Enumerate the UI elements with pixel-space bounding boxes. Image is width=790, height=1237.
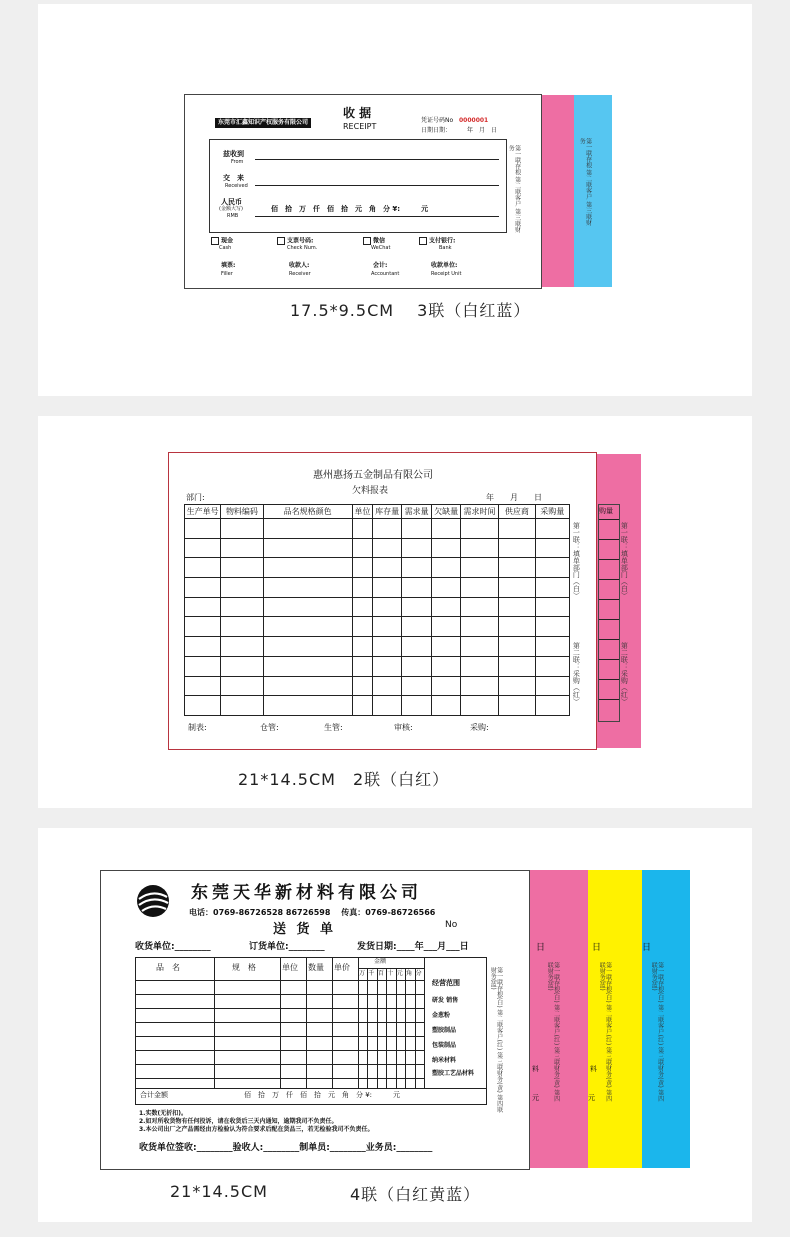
- pink-side-note-1: 第一联：填单部门（白）: [620, 522, 629, 599]
- pay-cash: 现金: [211, 237, 233, 245]
- signer-receiver: 收款人:: [289, 262, 310, 269]
- col-price: 单价: [334, 963, 350, 972]
- shortage-table-cell[interactable]: [221, 538, 263, 558]
- blue-tab-day: 日: [642, 943, 652, 953]
- shortage-panel: [38, 416, 752, 808]
- checkbox-check[interactable]: [277, 237, 285, 245]
- checkbox-wechat[interactable]: [363, 237, 371, 245]
- note-2: 2.如对所收货物有任何投诉，请在收货后三天内通知，逾期我司不负责任。: [139, 1118, 338, 1125]
- note-3: 3.本公司出厂之产品需经由方检验认为符合要求后配在货品三，若无检验我司不负责任。: [139, 1126, 374, 1133]
- amount-digit-label: 分: [415, 970, 422, 977]
- total-units: 佰 拾 万 仟 佰 拾 元 角 分 ¥: 元: [244, 1091, 401, 1099]
- shortage-table-cell[interactable]: [401, 597, 431, 617]
- shortage-table-cell[interactable]: [535, 676, 569, 696]
- delivery-side-note: 第一联存根(白) 第二联客户(红) 第三联财务(黄) 第四联财务(蓝): [489, 967, 503, 1113]
- delivery-col-line: [358, 958, 359, 1088]
- shortage-table-cell[interactable]: [373, 597, 402, 617]
- shortage-table-cell[interactable]: [460, 696, 498, 716]
- delivery-yellow-copy: [586, 870, 642, 1168]
- shortage-table-cell[interactable]: [373, 676, 402, 696]
- pay-wechat: 微信: [363, 237, 385, 245]
- pink-grid-line: [599, 539, 619, 540]
- received-label-en: Received: [225, 183, 248, 189]
- shortage-table-cell[interactable]: [535, 558, 569, 578]
- shortage-table-cell[interactable]: [263, 538, 352, 558]
- amount-digit-label: 千: [368, 970, 375, 977]
- shortage-table-row: [185, 558, 570, 578]
- signer-unit-en: Receipt Unit: [431, 271, 462, 277]
- shortage-signer-maker: 制表:: [188, 723, 207, 732]
- delivery-no-label: No: [445, 920, 458, 930]
- delivery-row-line: [136, 1008, 424, 1009]
- shortage-date: 年 月 日: [486, 493, 542, 502]
- blue-tab-note: 第一联存根(白) 第二联客户(红) 第三联财务(黄) 第四联财务(蓝): [650, 962, 664, 1102]
- shortage-table-cell[interactable]: [460, 656, 498, 676]
- pay-check-en: Check Num.: [287, 245, 318, 251]
- shortage-table-cell[interactable]: [432, 578, 461, 598]
- delivery-col-line: [280, 958, 281, 1088]
- col-name: 品 名: [156, 963, 180, 972]
- scope-item-1: 研发 销售: [432, 997, 459, 1004]
- rmb-label: 人民币: [221, 198, 242, 206]
- shortage-table-cell[interactable]: [401, 617, 431, 637]
- amount-line: [255, 216, 499, 217]
- receipt-title-en: RECEIPT: [343, 122, 377, 131]
- col-material: 物料编码: [221, 505, 263, 519]
- delivery-row-line: [136, 1022, 424, 1023]
- shortage-table-cell[interactable]: [263, 578, 352, 598]
- signer-accountant: 会计:: [373, 262, 388, 269]
- yellow-tab-note: 第一联存根(白) 第二联客户(红) 第三联财务(黄) 第四联财务(蓝): [598, 962, 612, 1102]
- shortage-table-cell[interactable]: [263, 696, 352, 716]
- shortage-table-cell[interactable]: [499, 538, 535, 558]
- receipt-inner-box: [209, 139, 507, 233]
- delivery-orderer: 订货单位:________: [249, 942, 325, 952]
- pink-grid-line: [599, 579, 619, 580]
- shortage-table-cell[interactable]: [535, 617, 569, 637]
- from-label: 兹收到: [223, 150, 244, 158]
- delivery-row-line: [136, 980, 424, 981]
- amount-digit-line: [396, 968, 397, 1088]
- shortage-table-cell[interactable]: [401, 676, 431, 696]
- shortage-table-cell[interactable]: [460, 558, 498, 578]
- pink-side-note-2: 第二联：采购（红）: [620, 642, 629, 705]
- signer-filler-en: Filler: [221, 271, 233, 277]
- shortage-table-cell[interactable]: [499, 656, 535, 676]
- shortage-table-cell[interactable]: [352, 519, 373, 539]
- pink-tab-yuan: 元: [532, 1094, 539, 1102]
- delivery-col-line: [424, 958, 425, 1088]
- amount-digit-line: [415, 968, 416, 1088]
- shortage-table-cell[interactable]: [373, 558, 402, 578]
- pink-grid-line: [599, 599, 619, 600]
- pay-cash-en: Cash: [219, 245, 232, 251]
- shortage-title: 欠料报表: [352, 486, 389, 496]
- signer-receiver-en: Receiver: [289, 271, 311, 277]
- shortage-table-cell[interactable]: [221, 597, 263, 617]
- yellow-tab-yuan: 元: [588, 1094, 595, 1102]
- scope-item-3: 塑胶制品: [432, 1027, 457, 1034]
- shortage-side-note-2: 第二联：采购（红）: [572, 642, 581, 705]
- shortage-table-cell[interactable]: [432, 676, 461, 696]
- amount-digit-label: 角: [406, 970, 413, 977]
- shortage-table-cell[interactable]: [432, 656, 461, 676]
- shortage-table-row: [185, 637, 570, 657]
- shortage-table-row: [185, 656, 570, 676]
- total-label: 合计金额: [140, 1091, 168, 1099]
- shortage-table-cell[interactable]: [263, 558, 352, 578]
- shortage-table-cell[interactable]: [185, 696, 221, 716]
- receipt-caption: 17.5*9.5CM 3联（白红蓝）: [290, 301, 531, 320]
- col-supplier: 供应商: [499, 505, 535, 519]
- delivery-title: 送 货 单: [273, 922, 337, 937]
- shortage-table-cell[interactable]: [263, 656, 352, 676]
- shortage-table-cell[interactable]: [401, 538, 431, 558]
- shortage-table-cell[interactable]: [401, 558, 431, 578]
- col-amount: 金额: [374, 958, 387, 965]
- pink-tab-mid: 料: [532, 1065, 539, 1073]
- shortage-table-cell[interactable]: [401, 519, 431, 539]
- yellow-tab-mid: 料: [590, 1065, 597, 1073]
- shortage-table-cell[interactable]: [352, 617, 373, 637]
- amount-digit-label: 元: [396, 970, 403, 977]
- shortage-table-row: [185, 519, 570, 539]
- shortage-table-cell[interactable]: [535, 538, 569, 558]
- shortage-table-cell[interactable]: [263, 617, 352, 637]
- delivery-panel: [38, 828, 752, 1222]
- receipt-pink-copy: [540, 95, 574, 287]
- amount-digit-label: 十: [387, 970, 394, 977]
- pink-grid-line: [599, 519, 619, 520]
- shortage-table-cell[interactable]: [432, 538, 461, 558]
- shortage-table-cell[interactable]: [352, 696, 373, 716]
- shortage-table-cell[interactable]: [460, 617, 498, 637]
- shortage-table-cell[interactable]: [352, 538, 373, 558]
- delivery-recipient: 收货单位:________: [135, 942, 211, 952]
- shortage-table-cell[interactable]: [221, 656, 263, 676]
- col-spec: 规 格: [232, 963, 256, 972]
- delivery-grid: [135, 957, 487, 1105]
- delivery-col-line: [214, 958, 215, 1088]
- shortage-table-cell[interactable]: [373, 637, 402, 657]
- shortage-table-cell[interactable]: [185, 558, 221, 578]
- amount-digit-line: [386, 968, 387, 1088]
- shortage-table-cell[interactable]: [432, 696, 461, 716]
- shortage-table-cell[interactable]: [499, 696, 535, 716]
- shortage-table-cell[interactable]: [401, 656, 431, 676]
- shortage-table-cell[interactable]: [535, 597, 569, 617]
- pink-grid-line: [599, 619, 619, 620]
- delivery-col-line: [306, 958, 307, 1088]
- shortage-table-cell[interactable]: [352, 597, 373, 617]
- shortage-table-cell[interactable]: [352, 578, 373, 598]
- received-label: 交 来: [223, 174, 244, 182]
- scope-item-4: 包装制品: [432, 1042, 457, 1049]
- shortage-table-cell[interactable]: [185, 656, 221, 676]
- receipt-panel: [38, 4, 752, 396]
- shortage-table-cell[interactable]: [499, 519, 535, 539]
- shortage-table-cell[interactable]: [460, 538, 498, 558]
- pink-grid-line: [599, 679, 619, 680]
- shortage-side-note-1: 第一联：填单部门（白）: [572, 522, 581, 599]
- shortage-table-cell[interactable]: [185, 637, 221, 657]
- col-stock: 库存量: [373, 505, 402, 519]
- shortage-table-cell[interactable]: [373, 578, 402, 598]
- col-demand-time: 需求时间: [460, 505, 498, 519]
- shortage-table-cell[interactable]: [499, 637, 535, 657]
- delivery-caption-size: 21*14.5CM: [170, 1182, 268, 1201]
- shortage-table-cell[interactable]: [460, 519, 498, 539]
- shortage-table-cell[interactable]: [460, 597, 498, 617]
- total-row-line: [136, 1088, 486, 1089]
- shortage-pink-grid: [598, 504, 620, 722]
- shortage-table-cell[interactable]: [499, 676, 535, 696]
- scope-item-6: 塑胶工艺品材料: [432, 1070, 475, 1077]
- delivery-contact: 电话：0769-86726528 86726598 传真：0769-86726566: [189, 908, 436, 917]
- shortage-table-cell[interactable]: [263, 676, 352, 696]
- receipt-date-units: 年 月 日: [467, 127, 498, 134]
- shortage-table-cell[interactable]: [432, 637, 461, 657]
- shortage-signer-warehouse: 仓管:: [260, 723, 279, 732]
- shortage-signer-review: 审核:: [394, 723, 413, 732]
- note-1: 1.实数(无折扣)。: [139, 1110, 187, 1117]
- shortage-table-cell[interactable]: [432, 558, 461, 578]
- shortage-table-cell[interactable]: [373, 538, 402, 558]
- shortage-table-cell[interactable]: [401, 578, 431, 598]
- shortage-table-cell[interactable]: [352, 656, 373, 676]
- delivery-row-line: [136, 1078, 424, 1079]
- col-order: 生产单号: [185, 505, 221, 519]
- shortage-table-cell[interactable]: [499, 597, 535, 617]
- shortage-table-cell[interactable]: [499, 578, 535, 598]
- receipt-title: 收 据: [343, 106, 372, 120]
- shortage-table-cell[interactable]: [535, 578, 569, 598]
- signer-filler: 填票:: [221, 262, 236, 269]
- shortage-table-cell[interactable]: [499, 558, 535, 578]
- pink-grid-line: [599, 639, 619, 640]
- col-shortage: 欠缺量: [432, 505, 461, 519]
- shortage-table-row: [185, 538, 570, 558]
- shortage-table-cell[interactable]: [221, 558, 263, 578]
- shortage-signer-production: 生管:: [324, 723, 343, 732]
- shortage-table-cell[interactable]: [499, 617, 535, 637]
- delivery-blue-copy: [640, 870, 690, 1168]
- shortage-table-cell[interactable]: [432, 597, 461, 617]
- shortage-table-cell[interactable]: [373, 519, 402, 539]
- col-purchase: 采购量: [535, 505, 569, 519]
- shortage-table-cell[interactable]: [221, 519, 263, 539]
- shortage-table-cell[interactable]: [221, 637, 263, 657]
- receipt-blue-stub-text: 第一联存根 第二联客户 第三联财务: [578, 138, 592, 226]
- delivery-date: 发货日期:____年___月___日: [357, 942, 469, 952]
- shortage-table-cell[interactable]: [401, 696, 431, 716]
- shortage-table-cell[interactable]: [373, 696, 402, 716]
- receipt-form: [184, 94, 542, 289]
- rmb-en: RMB: [227, 213, 239, 219]
- delivery-row-line: [136, 1036, 424, 1037]
- from-label-en: From: [231, 159, 244, 165]
- delivery-form: [100, 870, 530, 1170]
- checkbox-cash[interactable]: [211, 237, 219, 245]
- receipt-company-badge: 东莞市汇鑫知识产权服务有限公司: [215, 118, 311, 128]
- receipt-voucher-no: 0000001: [459, 117, 489, 124]
- pay-bank-en: Bank: [439, 245, 452, 251]
- shortage-table-cell[interactable]: [185, 578, 221, 598]
- from-line: [255, 159, 499, 160]
- yellow-tab-day: 日: [592, 943, 602, 953]
- pay-check: 支票号码:: [277, 237, 313, 245]
- shortage-table-cell[interactable]: [432, 519, 461, 539]
- shortage-table-cell[interactable]: [535, 656, 569, 676]
- scope-item-2: 金葱粉: [432, 1012, 451, 1019]
- shortage-company: 惠州惠扬五金制品有限公司: [313, 470, 433, 481]
- shortage-table-cell[interactable]: [185, 617, 221, 637]
- shortage-table-cell[interactable]: [221, 617, 263, 637]
- received-line: [255, 185, 499, 186]
- col-qty: 数量: [308, 963, 324, 972]
- rmb-sub: (金额大写): [219, 206, 243, 212]
- delivery-caption-copies: 4联（白红黄蓝）: [350, 1185, 481, 1204]
- shortage-table-cell[interactable]: [221, 696, 263, 716]
- shortage-header-row: [185, 505, 570, 519]
- pink-grid-line: [599, 659, 619, 660]
- shortage-table-cell[interactable]: [185, 519, 221, 539]
- shortage-table-cell[interactable]: [460, 676, 498, 696]
- shortage-table-cell[interactable]: [263, 597, 352, 617]
- shortage-table-cell[interactable]: [373, 617, 402, 637]
- shortage-table-cell[interactable]: [221, 676, 263, 696]
- shortage-table-cell[interactable]: [460, 637, 498, 657]
- shortage-table: [184, 504, 570, 716]
- delivery-footer: 收货单位签收:________验收人:________制单员:________业务员:________: [139, 1143, 433, 1153]
- shortage-signer-purchase: 采购:: [470, 723, 489, 732]
- receipt-date-label: 日期日期：: [421, 127, 452, 134]
- receipt-stub-text: 第一联存根 第二联客户 第三联财务: [507, 145, 521, 233]
- delivery-company: 东莞天华新材料有限公司: [191, 883, 422, 903]
- shortage-table-cell[interactable]: [535, 519, 569, 539]
- signer-accountant-en: Accountant: [371, 271, 400, 277]
- shortage-table-cell[interactable]: [401, 637, 431, 657]
- amount-units: 佰 拾 万 仟 佰 拾 元 角 分 ¥: 元: [271, 205, 429, 213]
- pink-column-header: 购量: [599, 507, 613, 515]
- delivery-col-line: [332, 958, 333, 1088]
- shortage-table-row: [185, 617, 570, 637]
- shortage-table-cell[interactable]: [535, 637, 569, 657]
- shortage-table-row: [185, 696, 570, 716]
- shortage-table-cell[interactable]: [185, 597, 221, 617]
- delivery-row-line: [136, 1064, 424, 1065]
- delivery-row-line: [136, 1050, 424, 1051]
- amount-digit-label: 万: [359, 970, 366, 977]
- shortage-table-cell[interactable]: [185, 538, 221, 558]
- shortage-table-cell[interactable]: [221, 578, 263, 598]
- amount-digit-line: [405, 968, 406, 1088]
- col-unit: 单位: [282, 963, 298, 972]
- shortage-table-cell[interactable]: [352, 637, 373, 657]
- shortage-table-cell[interactable]: [263, 637, 352, 657]
- col-spec: 品名规格颜色: [263, 505, 352, 519]
- amount-digit-line: [377, 968, 378, 1088]
- delivery-row-line: [136, 994, 424, 995]
- shortage-table-cell[interactable]: [460, 578, 498, 598]
- shortage-table-row: [185, 597, 570, 617]
- scope-title: 经营范围: [432, 979, 460, 987]
- shortage-table-cell[interactable]: [373, 656, 402, 676]
- col-demand: 需求量: [401, 505, 431, 519]
- shortage-caption: 21*14.5CM 2联（白红）: [238, 770, 450, 789]
- pay-bank: 支付银行:: [419, 237, 455, 245]
- receipt-voucher-label: 凭证号码No: [421, 117, 454, 124]
- shortage-table-cell[interactable]: [535, 696, 569, 716]
- shortage-dept-label: 部门:: [186, 493, 205, 502]
- company-logo: [135, 883, 171, 919]
- scope-item-5: 纳米材料: [432, 1057, 457, 1064]
- shortage-table-cell[interactable]: [185, 676, 221, 696]
- signer-unit: 收款单位:: [431, 262, 458, 269]
- amount-digit-line: [367, 968, 368, 1088]
- shortage-table-cell[interactable]: [263, 519, 352, 539]
- pink-grid-line: [599, 699, 619, 700]
- shortage-table-row: [185, 676, 570, 696]
- col-unit: 单位: [352, 505, 373, 519]
- shortage-table-cell[interactable]: [352, 558, 373, 578]
- shortage-table-cell[interactable]: [432, 617, 461, 637]
- pink-tab-note: 第一联存根(白) 第二联客户(红) 第三联财务(黄) 第四联财务(蓝): [546, 962, 560, 1102]
- checkbox-bank[interactable]: [419, 237, 427, 245]
- pay-wechat-en: WeChat: [371, 245, 391, 251]
- amount-digit-label: 百: [377, 970, 384, 977]
- pink-grid-line: [599, 559, 619, 560]
- pink-tab-day: 日: [536, 943, 546, 953]
- shortage-table-cell[interactable]: [352, 676, 373, 696]
- shortage-table-row: [185, 578, 570, 598]
